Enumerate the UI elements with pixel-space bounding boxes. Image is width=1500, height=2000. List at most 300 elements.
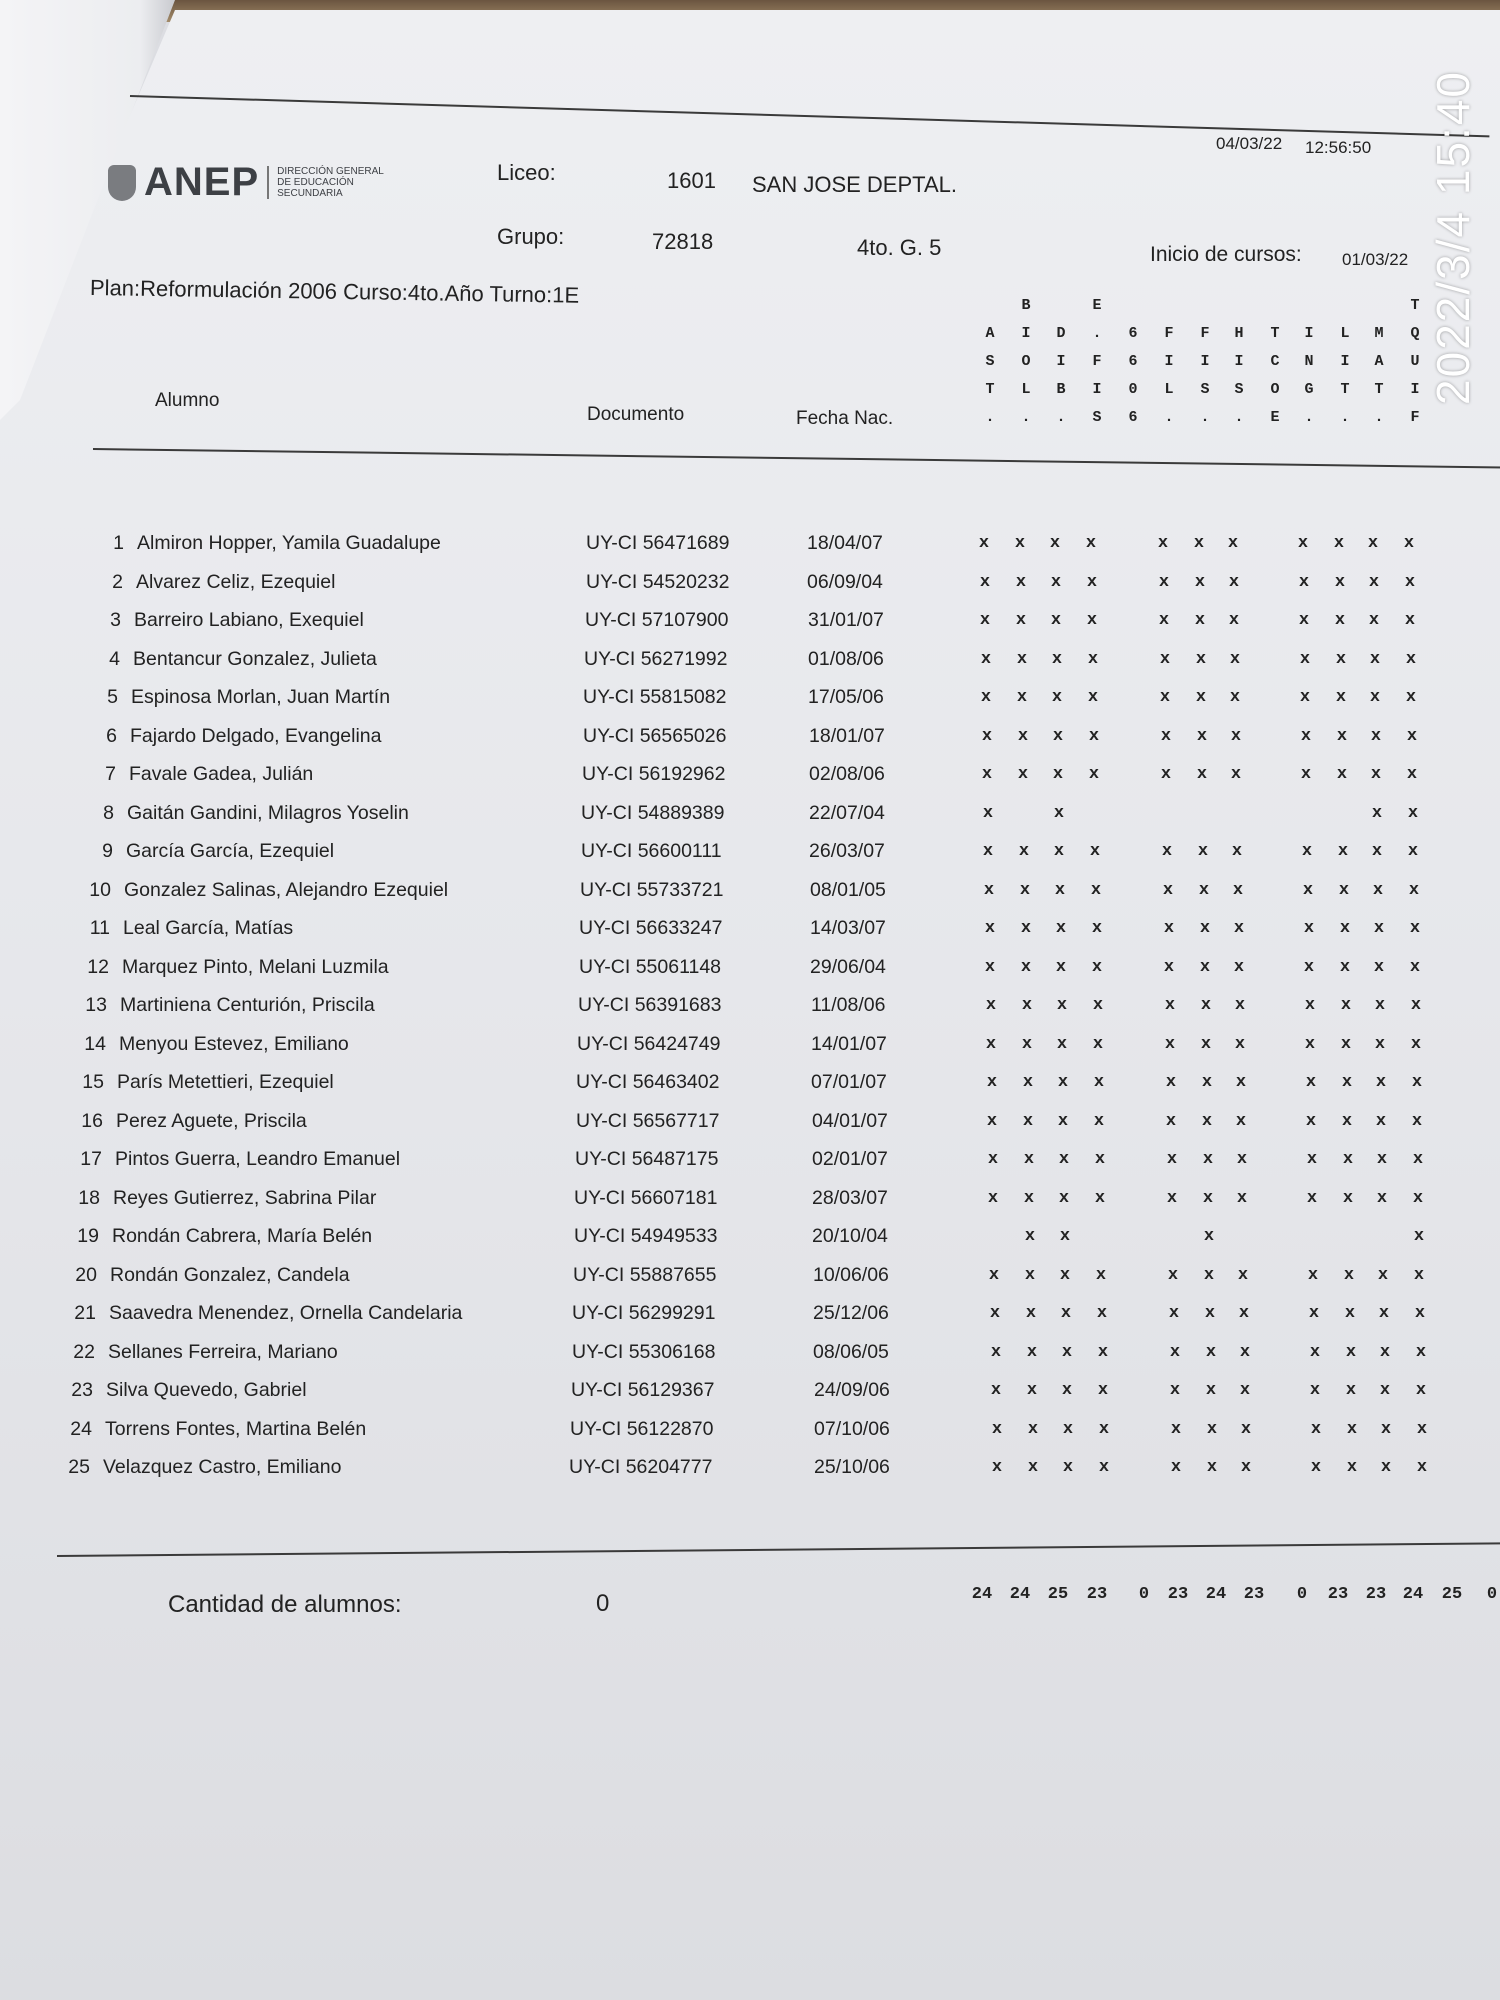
- attendance-mark: x: [987, 1188, 999, 1208]
- student-birthdate: 14/01/07: [811, 1032, 887, 1055]
- attendance-mark: x: [1092, 996, 1104, 1015]
- attendance-mark: x: [1416, 1419, 1428, 1439]
- student-name: Martiniena Centurión, Priscila: [120, 994, 375, 1016]
- attendance-mark: x: [1020, 957, 1032, 977]
- student-name: Menyou Estevez, Emiliano: [119, 1032, 349, 1055]
- attendance-mark: x: [1022, 1111, 1034, 1131]
- row-number: 17: [80, 1148, 102, 1170]
- student-name: García García, Ezequiel: [126, 840, 335, 862]
- attendance-mark: x: [1088, 765, 1100, 784]
- attendance-mark: x: [1305, 1073, 1317, 1092]
- attendance-mark: x: [982, 803, 994, 823]
- attendance-mark: x: [1055, 957, 1067, 977]
- student-document: UY-CI 56600111: [581, 840, 722, 862]
- row-number: 4: [109, 647, 120, 670]
- column-total: 25: [1047, 1585, 1069, 1604]
- grupo-number: 72818: [652, 229, 714, 254]
- attendance-mark: x: [1302, 880, 1314, 900]
- attendance-mark: x: [1373, 919, 1385, 938]
- attendance-mark: x: [1335, 688, 1347, 707]
- attendance-mark: x: [1240, 1458, 1252, 1477]
- subject-column-letter: I: [1056, 353, 1066, 370]
- attendance-mark: x: [1346, 1419, 1358, 1439]
- attendance-mark: x: [1193, 534, 1205, 553]
- attendance-mark: x: [1057, 1111, 1069, 1131]
- attendance-mark: x: [1016, 688, 1028, 707]
- attendance-mark: x: [991, 1419, 1003, 1439]
- attendance-mark: x: [1411, 1073, 1423, 1092]
- subject-column-3: [1046, 292, 1076, 432]
- table-row: [0, 648, 1500, 678]
- attendance-mark: x: [1168, 1304, 1180, 1323]
- attendance-mark: x: [1092, 1034, 1104, 1054]
- column-total: 23: [1086, 1585, 1108, 1604]
- student-name: Barreiro Labiano, Exequiel: [134, 609, 364, 631]
- attendance-mark: x: [1087, 688, 1099, 707]
- attendance-mark: x: [1239, 1342, 1251, 1362]
- column-total: 24: [1402, 1585, 1424, 1604]
- attendance-mark: x: [1301, 842, 1313, 861]
- attendance-mark: x: [1236, 1188, 1248, 1208]
- attendance-mark: x: [1411, 1111, 1423, 1131]
- row-number: 10: [89, 878, 111, 901]
- attendance-mark: x: [1059, 1265, 1071, 1285]
- attendance-mark: x: [1016, 649, 1028, 669]
- subject-column-letter: O: [1270, 381, 1280, 398]
- attendance-mark: x: [1338, 880, 1350, 900]
- attendance-mark: x: [1307, 1265, 1319, 1285]
- attendance-mark: x: [1162, 880, 1174, 900]
- attendance-mark: x: [1340, 996, 1352, 1015]
- attendance-mark: x: [1231, 842, 1243, 861]
- column-total: 0: [1486, 1585, 1498, 1604]
- row-number: 19: [77, 1225, 99, 1247]
- attendance-mark: x: [1238, 1304, 1250, 1323]
- attendance-mark: x: [1235, 1073, 1247, 1092]
- subject-column-letter: [1154, 292, 1184, 320]
- row-number: 22: [73, 1340, 95, 1363]
- subject-column-letter: [975, 292, 1005, 320]
- attendance-mark: x: [1062, 1458, 1074, 1477]
- attendance-mark: x: [1415, 1342, 1427, 1362]
- attendance-mark: x: [1199, 919, 1211, 938]
- table-row: [0, 1225, 1500, 1255]
- attendance-mark: x: [1233, 919, 1245, 938]
- column-total: 25: [1441, 1585, 1463, 1604]
- attendance-mark: x: [1202, 1150, 1214, 1169]
- grupo-label: Grupo:: [497, 224, 565, 249]
- student-name: Reyes Gutierrez, Sabrina Pilar: [113, 1186, 377, 1209]
- table-row: [0, 1033, 1500, 1063]
- table-row: [0, 1110, 1500, 1140]
- attendance-mark: x: [1227, 534, 1239, 553]
- student-name: Sellanes Ferreira, Mariano: [108, 1340, 338, 1363]
- attendance-mark: x: [1406, 726, 1418, 746]
- student-name: Bentancur Gonzalez, Julieta: [133, 647, 377, 670]
- student-document: UY-CI 55815082: [583, 686, 727, 708]
- attendance-mark: x: [1309, 1381, 1321, 1400]
- row-number: 9: [102, 840, 113, 862]
- student-birthdate: 17/05/06: [808, 686, 884, 708]
- attendance-mark: x: [1379, 1342, 1391, 1362]
- subject-column-7: [1190, 292, 1220, 432]
- table-row: [0, 802, 1500, 832]
- student-document: UY-CI 56299291: [572, 1302, 716, 1324]
- attendance-mark: x: [1310, 1419, 1322, 1439]
- attendance-mark: x: [1051, 649, 1063, 669]
- student-birthdate: 11/08/06: [811, 994, 886, 1016]
- attendance-mark: x: [1158, 611, 1170, 630]
- attendance-mark: x: [1309, 1342, 1321, 1362]
- student-birthdate: 06/09/04: [807, 570, 883, 593]
- subject-column-6: [1154, 292, 1184, 432]
- attendance-mark: x: [1341, 1111, 1353, 1131]
- attendance-mark: x: [1370, 765, 1382, 784]
- print-time: 12:56:50: [1305, 138, 1372, 157]
- subject-column-1: [975, 292, 1005, 432]
- subject-column-letter: .: [1200, 409, 1210, 426]
- student-name: Gaitán Gandini, Milagros Yoselin: [127, 801, 409, 824]
- column-total: 0: [1296, 1585, 1308, 1604]
- subject-column-letter: I: [1164, 353, 1174, 370]
- attendance-mark: x: [1376, 1150, 1388, 1169]
- attendance-mark: x: [1310, 1458, 1322, 1477]
- attendance-mark: x: [1163, 957, 1175, 977]
- attendance-mark: x: [1027, 1419, 1039, 1439]
- table-row: [0, 725, 1500, 755]
- student-document: UY-CI 56607181: [574, 1186, 718, 1209]
- attendance-mark: x: [1198, 880, 1210, 900]
- attendance-mark: x: [1346, 1458, 1358, 1477]
- attendance-mark: x: [1058, 1188, 1070, 1208]
- subject-column-letter: .: [1304, 409, 1314, 426]
- subject-column-letter: L: [1164, 381, 1174, 398]
- attendance-mark: x: [1239, 1381, 1251, 1400]
- attendance-mark: x: [1337, 842, 1349, 861]
- attendance-mark: x: [1237, 1265, 1249, 1285]
- logo-subtitle: DIRECCIÓN GENERAL DE EDUCACIÓN SECUNDARIA: [267, 166, 387, 199]
- attendance-mark: x: [1086, 611, 1098, 630]
- column-total: 23: [1167, 1585, 1189, 1604]
- subject-column-letter: I: [1092, 381, 1102, 398]
- subject-column-letter: I: [1200, 353, 1210, 370]
- attendance-mark: x: [1334, 611, 1346, 630]
- subject-column-letter: T: [1340, 381, 1350, 398]
- attendance-mark: x: [1163, 919, 1175, 938]
- subject-column-letter: N: [1304, 353, 1314, 370]
- table-row: [0, 686, 1500, 716]
- attendance-mark: x: [1057, 1073, 1069, 1092]
- student-birthdate: 08/06/05: [813, 1340, 889, 1363]
- attendance-mark: x: [1201, 1111, 1213, 1131]
- subject-column-letter: 6: [1128, 409, 1138, 426]
- attendance-mark: x: [1228, 611, 1240, 630]
- coat-of-arms-icon: [108, 165, 136, 201]
- row-number: 11: [89, 917, 110, 939]
- attendance-mark: x: [1235, 1111, 1247, 1131]
- attendance-mark: x: [1051, 688, 1063, 707]
- liceo-label: Liceo:: [497, 160, 556, 185]
- attendance-mark: x: [1050, 572, 1062, 592]
- student-birthdate: 25/10/06: [814, 1456, 890, 1478]
- attendance-mark: x: [1234, 996, 1246, 1015]
- subject-column-letter: F: [1200, 325, 1210, 342]
- student-document: UY-CI 56471689: [586, 532, 730, 554]
- student-name: Rondán Cabrera, María Belén: [112, 1225, 373, 1247]
- attendance-mark: x: [1160, 726, 1172, 746]
- subject-column-letter: .: [1234, 409, 1244, 426]
- student-birthdate: 18/01/07: [809, 724, 885, 747]
- attendance-mark: x: [1055, 919, 1067, 938]
- attendance-mark: x: [1015, 611, 1027, 630]
- attendance-mark: x: [1202, 1188, 1214, 1208]
- attendance-mark: x: [1203, 1265, 1215, 1285]
- student-name: Alvarez Celiz, Ezequiel: [136, 570, 336, 593]
- attendance-mark: x: [1204, 1304, 1216, 1323]
- subject-column-letter: A: [985, 325, 995, 342]
- subject-column-letter: B: [1021, 297, 1031, 314]
- attendance-mark: x: [1339, 957, 1351, 977]
- attendance-mark: x: [1054, 880, 1066, 900]
- attendance-mark: x: [1230, 726, 1242, 746]
- attendance-mark: x: [1062, 1419, 1074, 1439]
- attendance-mark: x: [1345, 1342, 1357, 1362]
- student-document: UY-CI 54520232: [586, 570, 730, 593]
- attendance-mark: x: [1019, 880, 1031, 900]
- attendance-mark: x: [1410, 1034, 1422, 1054]
- attendance-mark: x: [1380, 1458, 1392, 1477]
- attendance-mark: x: [1169, 1381, 1181, 1400]
- subject-column-letter: S: [985, 353, 995, 370]
- subject-column-letter: .: [1092, 325, 1102, 342]
- attendance-mark: x: [1201, 1073, 1213, 1092]
- attendance-mark: x: [1089, 842, 1101, 861]
- student-birthdate: 20/10/04: [812, 1225, 888, 1247]
- attendance-mark: x: [1379, 1381, 1391, 1400]
- attendance-mark: x: [1024, 1227, 1036, 1246]
- table-row: [0, 763, 1500, 793]
- subject-column-letter: [1190, 292, 1220, 320]
- attendance-mark: x: [1023, 1150, 1035, 1169]
- subject-column-letter: E: [1092, 297, 1102, 314]
- attendance-mark: x: [1409, 919, 1421, 938]
- subject-column-letter: M: [1374, 325, 1384, 342]
- attendance-mark: x: [1053, 803, 1065, 823]
- attendance-mark: x: [1098, 1419, 1110, 1439]
- attendance-mark: x: [1194, 572, 1206, 592]
- inicio-date: 01/03/22: [1342, 250, 1409, 269]
- attendance-mark: x: [1300, 726, 1312, 746]
- attendance-mark: x: [1371, 842, 1383, 861]
- attendance-mark: x: [1091, 957, 1103, 977]
- table-row: [0, 571, 1500, 601]
- plan-line: Plan:Reformulación 2006 Curso:4to.Año Turno:1E: [89, 275, 580, 308]
- student-birthdate: 01/08/06: [808, 647, 884, 670]
- attendance-mark: x: [1405, 688, 1417, 707]
- attendance-mark: x: [988, 1265, 1000, 1285]
- attendance-mark: x: [985, 996, 997, 1015]
- student-birthdate: 18/04/07: [807, 532, 883, 554]
- attendance-mark: x: [1369, 688, 1381, 707]
- attendance-mark: x: [1336, 726, 1348, 746]
- subject-column-letter: [1224, 292, 1254, 320]
- attendance-mark: x: [1376, 1188, 1388, 1208]
- row-number: 20: [75, 1263, 97, 1286]
- liceo-number: 1601: [667, 168, 716, 193]
- student-name: Rondán Gonzalez, Candela: [110, 1263, 350, 1286]
- attendance-mark: x: [1336, 765, 1348, 784]
- attendance-mark: x: [1378, 1304, 1390, 1323]
- subject-column-letter: U: [1410, 353, 1420, 370]
- attendance-mark: x: [1299, 649, 1311, 669]
- attendance-mark: x: [1342, 1150, 1354, 1169]
- student-document: UY-CI 56487175: [575, 1148, 719, 1170]
- subject-column-letter: .: [985, 409, 995, 426]
- row-number: 21: [74, 1302, 96, 1324]
- attendance-mark: x: [979, 572, 991, 592]
- attendance-mark: x: [1298, 611, 1310, 630]
- subject-column-9: [1260, 292, 1290, 432]
- attendance-mark: x: [1095, 1265, 1107, 1285]
- attendance-mark: x: [1367, 534, 1379, 553]
- attendance-mark: x: [1303, 957, 1315, 977]
- attendance-mark: x: [1374, 1034, 1386, 1054]
- student-document: UY-CI 56424749: [577, 1032, 721, 1055]
- attendance-mark: x: [1197, 842, 1209, 861]
- attendance-mark: x: [1164, 996, 1176, 1015]
- table-row: [0, 1341, 1500, 1371]
- attendance-mark: x: [1021, 1034, 1033, 1054]
- attendance-mark: x: [1097, 1381, 1109, 1400]
- row-number: 3: [110, 609, 121, 631]
- attendance-mark: x: [1167, 1265, 1179, 1285]
- student-document: UY-CI 54889389: [581, 801, 725, 824]
- table-row: [0, 994, 1500, 1024]
- student-birthdate: 31/01/07: [808, 609, 884, 631]
- attendance-mark: x: [1025, 1304, 1037, 1323]
- attendance-mark: x: [1410, 996, 1422, 1015]
- attendance-mark: x: [1374, 996, 1386, 1015]
- student-name: Favale Gadea, Julián: [129, 763, 314, 785]
- grupo-name: 4to. G. 5: [857, 235, 942, 260]
- attendance-mark: x: [1205, 1381, 1217, 1400]
- student-birthdate: 02/01/07: [812, 1148, 888, 1170]
- student-name: Perez Aguete, Priscila: [116, 1109, 307, 1132]
- attendance-mark: x: [1085, 534, 1097, 553]
- attendance-mark: x: [1368, 611, 1380, 630]
- row-number: 7: [105, 763, 116, 785]
- attendance-mark: x: [1159, 649, 1171, 669]
- attendance-mark: x: [1409, 957, 1421, 977]
- student-name: Pintos Guerra, Leandro Emanuel: [115, 1148, 401, 1170]
- subject-column-letter: 6: [1128, 353, 1138, 370]
- student-name: Espinosa Morlan, Juan Martín: [131, 686, 391, 708]
- subject-column-letter: H: [1234, 325, 1244, 342]
- attendance-mark: x: [1014, 534, 1026, 553]
- attendance-mark: x: [1368, 572, 1380, 592]
- student-name: Saavedra Menendez, Ornella Candelaria: [109, 1302, 463, 1324]
- column-total: 0: [1138, 1585, 1150, 1604]
- student-name: París Metettieri, Ezequiel: [117, 1071, 334, 1093]
- attendance-mark: x: [1304, 1034, 1316, 1054]
- attendance-mark: x: [987, 1150, 999, 1169]
- inicio-label: Inicio de cursos:: [1150, 243, 1302, 266]
- attendance-mark: x: [1015, 572, 1027, 592]
- row-number: 18: [78, 1186, 100, 1209]
- cantidad-value: 0: [596, 1590, 610, 1617]
- attendance-mark: x: [1053, 842, 1065, 861]
- cantidad-label: Cantidad de alumnos:: [168, 1591, 402, 1618]
- anep-logo: [108, 160, 387, 205]
- subject-column-letter: .: [1056, 409, 1066, 426]
- attendance-mark: x: [1195, 688, 1207, 707]
- attendance-mark: x: [991, 1458, 1003, 1477]
- attendance-mark: x: [1049, 534, 1061, 553]
- attendance-mark: x: [1195, 649, 1207, 669]
- column-fecha-nac: Fecha Nac.: [796, 408, 894, 429]
- subject-column-letter: C: [1270, 353, 1280, 370]
- student-document: UY-CI 56565026: [583, 724, 727, 747]
- subject-column-letter: T: [1270, 325, 1280, 342]
- attendance-mark: x: [1335, 649, 1347, 669]
- attendance-mark: x: [1375, 1073, 1387, 1092]
- attendance-mark: x: [1017, 726, 1029, 746]
- column-documento: Documento: [587, 404, 685, 425]
- row-number: 16: [81, 1109, 103, 1132]
- attendance-mark: x: [1412, 1150, 1424, 1169]
- attendance-mark: x: [1206, 1458, 1218, 1477]
- row-number: 23: [71, 1379, 93, 1401]
- attendance-mark: x: [1160, 765, 1172, 784]
- row-number: 6: [106, 724, 117, 747]
- column-total: 24: [1009, 1585, 1031, 1604]
- attendance-mark: x: [1413, 1227, 1425, 1246]
- attendance-mark: x: [981, 726, 993, 746]
- attendance-mark: x: [1018, 842, 1030, 861]
- attendance-mark: x: [1229, 688, 1241, 707]
- student-birthdate: 07/10/06: [814, 1417, 890, 1440]
- row-number: 14: [84, 1032, 106, 1055]
- student-birthdate: 24/09/06: [814, 1379, 890, 1401]
- subject-column-letter: S: [1234, 381, 1244, 398]
- attendance-mark: x: [978, 534, 990, 553]
- subject-column-2: [1011, 292, 1041, 432]
- attendance-mark: x: [1017, 765, 1029, 784]
- attendance-mark: x: [1298, 572, 1310, 592]
- attendance-mark: x: [1059, 1227, 1071, 1246]
- student-document: UY-CI 55733721: [580, 878, 724, 901]
- attendance-mark: x: [1169, 1342, 1181, 1362]
- subject-column-letter: T: [1374, 381, 1384, 398]
- subject-column-letter: [1046, 292, 1076, 320]
- column-alumno: Alumno: [155, 390, 220, 411]
- attendance-mark: x: [1377, 1265, 1389, 1285]
- attendance-mark: x: [1196, 765, 1208, 784]
- subject-column-letter: [1330, 292, 1360, 320]
- table-row: [0, 1456, 1500, 1486]
- attendance-mark: x: [1166, 1188, 1178, 1208]
- table-row: [0, 1264, 1500, 1294]
- attendance-mark: x: [1061, 1342, 1073, 1362]
- row-number: 15: [82, 1071, 104, 1093]
- student-birthdate: 08/01/05: [810, 878, 886, 901]
- attendance-mark: x: [1056, 1034, 1068, 1054]
- student-birthdate: 25/12/06: [813, 1302, 889, 1324]
- attendance-mark: x: [1020, 919, 1032, 938]
- attendance-mark: x: [1232, 880, 1244, 900]
- subject-column-letter: T: [985, 381, 995, 398]
- subject-column-letter: [1118, 292, 1148, 320]
